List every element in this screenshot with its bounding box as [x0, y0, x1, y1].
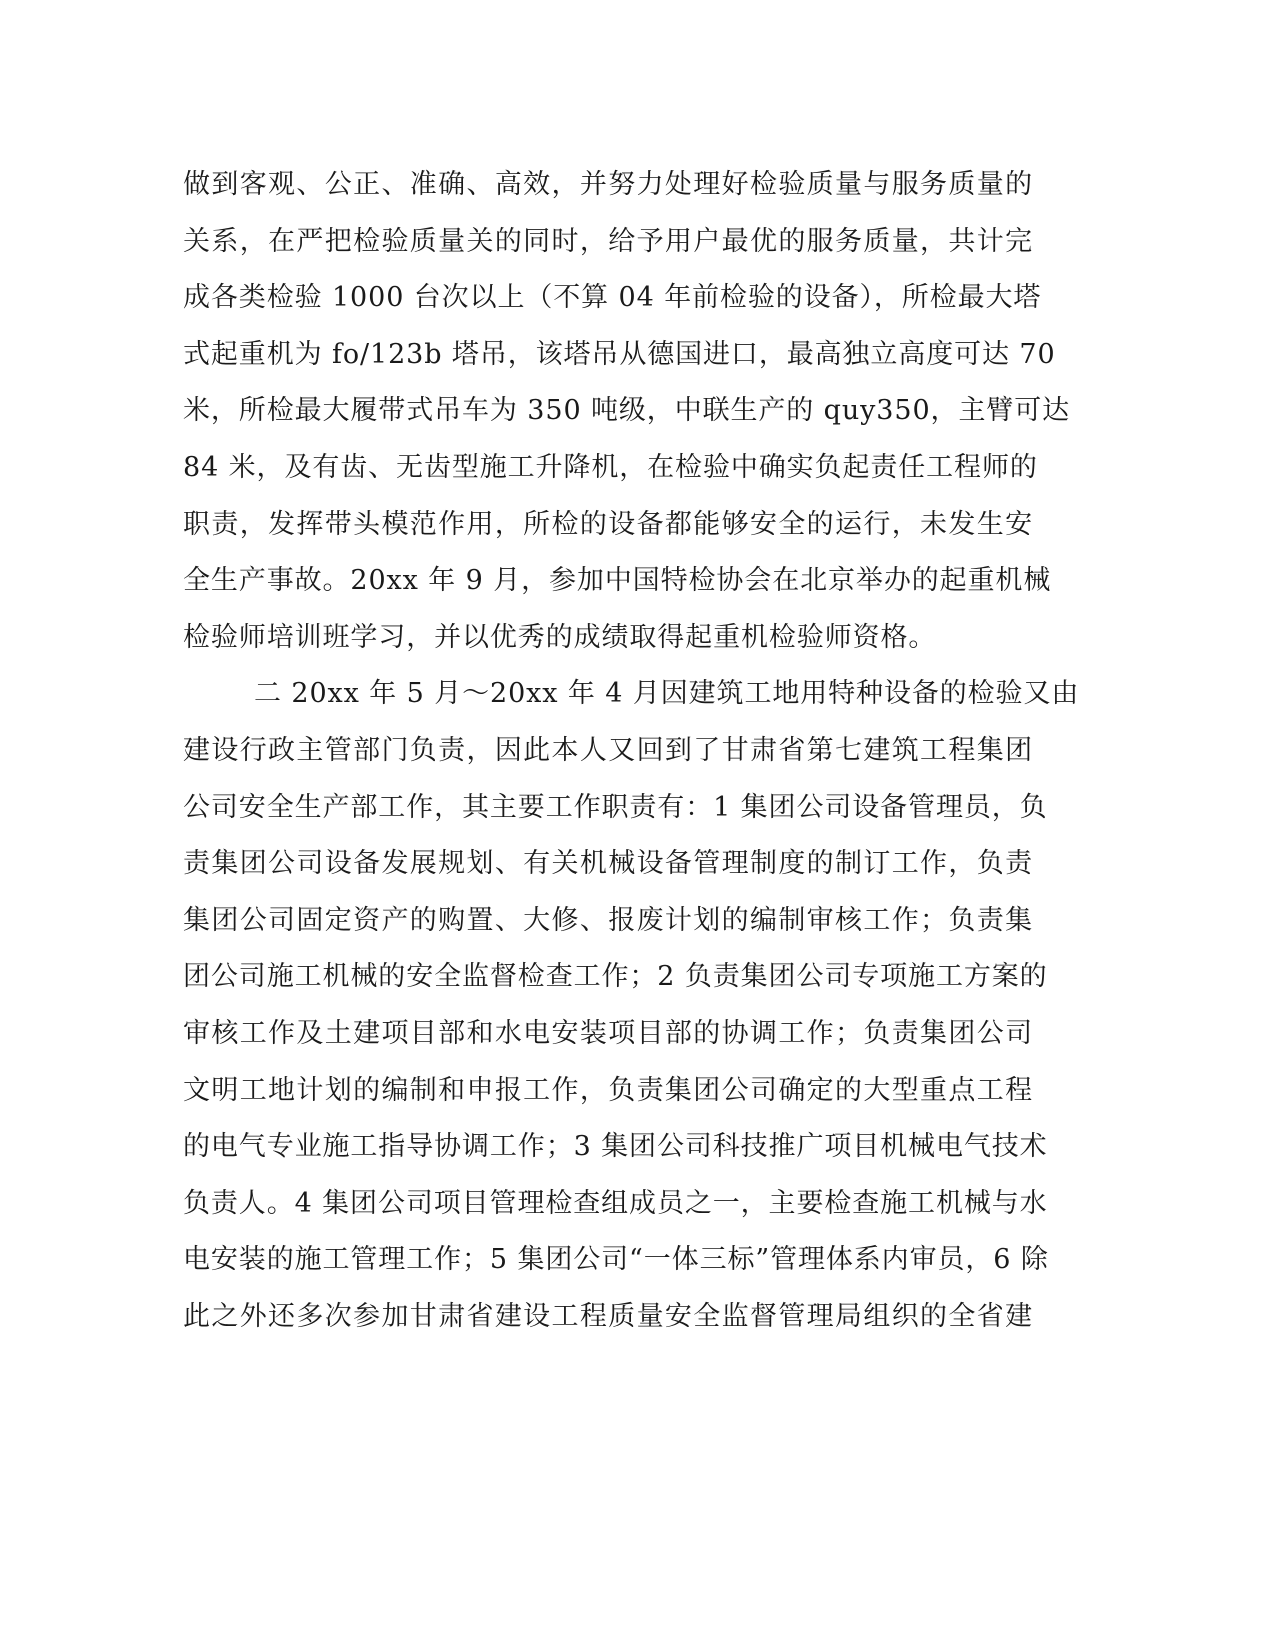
text-line: 电安装的施工管理工作；5 集团公司“一体三标”管理体系内审员，6 除 — [183, 1244, 1049, 1276]
text-line: 文明工地计划的编制和申报工作，负责集团公司确定的大型重点工程 — [183, 1074, 1033, 1106]
text-line: 全生产事故。20xx 年 9 月，参加中国特检协会在北京举办的起重机械 — [183, 565, 1052, 597]
text-line: 建设行政主管部门负责，因此本人又回到了甘肃省第七建筑工程集团 — [183, 734, 1033, 766]
text-line: 做到客观、公正、准确、高效，并努力处理好检验质量与服务质量的 — [183, 169, 1033, 200]
text-line: 此之外还多次参加甘肃省建设工程质量安全监督管理局组织的全省建 — [183, 1300, 1033, 1332]
text-line: 公司安全生产部工作，其主要工作职责有：1 集团公司设备管理员，负 — [183, 791, 1048, 823]
text-line: 米，所检最大履带式吊车为 350 吨级，中联生产的 quy350，主臂可达 — [183, 395, 1071, 427]
text-line: 审核工作及土建项目部和水电安装项目部的协调工作；负责集团公司 — [183, 1017, 1033, 1049]
text-line: 式起重机为 fo/123b 塔吊，该塔吊从德国进口，最高独立高度可达 70 — [183, 338, 1056, 370]
text-line: 责集团公司设备发展规划、有关机械设备管理制度的制订工作，负责 — [183, 848, 1033, 880]
text-line: 团公司施工机械的安全监督检查工作；2 负责集团公司专项施工方案的 — [183, 961, 1048, 993]
body-text — [183, 157, 1080, 1345]
text-line: 负责人。4 集团公司项目管理检查组成员之一，主要检查施工机械与水 — [183, 1187, 1048, 1219]
paragraph-start-line: 二 20xx 年 5 月～20xx 年 4 月因建筑工地用特种设备的检验又由 — [254, 678, 1080, 710]
text-line: 的电气专业施工指导协调工作；3 集团公司科技推广项目机械电气技术 — [183, 1131, 1048, 1163]
text-line: 集团公司固定资产的购置、大修、报废计划的编制审核工作；负责集 — [183, 904, 1033, 936]
paragraph-end-line: 检验师培训班学习，并以优秀的成绩取得起重机检验师资格。 — [183, 621, 937, 653]
text-line: 职责，发挥带头模范作用，所检的设备都能够安全的运行，未发生安 — [183, 508, 1033, 540]
text-line: 84 米，及有齿、无齿型施工升降机，在检验中确实负起责任工程师的 — [183, 451, 1038, 483]
text-line: 关系，在严把检验质量关的同时，给予用户最优的服务质量，共计完 — [183, 225, 1033, 257]
text-line: 成各类检验 1000 台次以上（不算 04 年前检验的设备），所检最大塔 — [183, 282, 1042, 314]
